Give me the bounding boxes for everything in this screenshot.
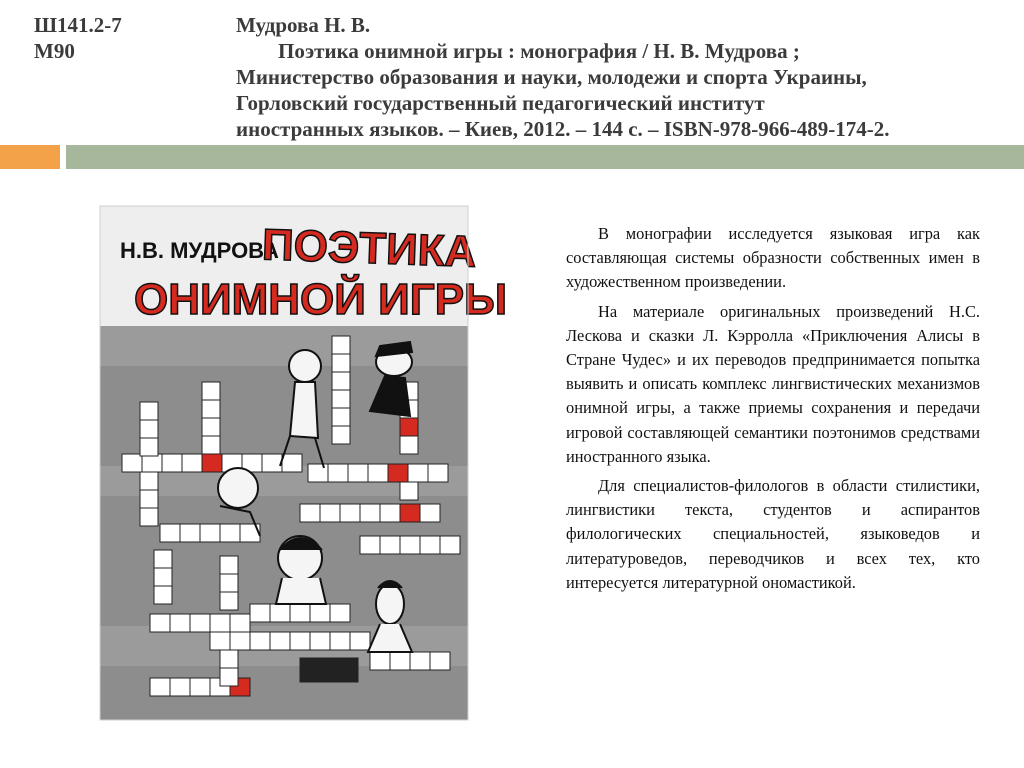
author-name: Мудрова Н. В. <box>236 13 371 37</box>
call-number-block <box>34 12 122 64</box>
cover-title-line1: ПОЭТИКА <box>261 220 478 277</box>
divider-accent-green <box>66 145 1024 169</box>
book-cover-image <box>100 206 508 720</box>
publisher-line-3: иностранных языков. – Киев, 2012. – 144 с. – ISBN-978-966-489-174-2. <box>236 117 890 141</box>
annotation-paragraph-3: Для специалистов-филологов в области стилистики, лингвистики текста, студентов и аспирантов филологических специальностей, языковедов и литературоведов, переводчиков и всех тех, кто интересуется литературной ономастикой. <box>566 476 980 592</box>
cover-title-line2: ОНИМНОЙ ИГРЫ <box>134 275 508 324</box>
annotation-paragraph-2: На материале оригинальных произведений Н.С. Лескова и сказки Л. Кэрролла «Приключения Алисы в Стране Чудес» и их переводов предпринимается попытка выявить и описать комплекс лингвистических механизмов онимной игры, а также приемы сохранения и передачи игровой составляющей семантики поэтонимов средствами иностранного языка. <box>566 301 980 466</box>
annotation-text <box>566 222 980 600</box>
publisher-line-2: Горловский государственный педагогический институт <box>236 91 765 115</box>
title-line: Поэтика онимной игры : монография / Н. В. Мудрова ; <box>278 39 800 63</box>
bibliographic-record <box>236 12 1006 142</box>
divider-accent-orange <box>0 145 60 169</box>
call-number: Ш141.2-7 <box>34 13 122 37</box>
annotation-paragraph-1: В монографии исследуется языковая игра как составляющая системы образности собственных имен в художественном произведении. <box>566 224 980 292</box>
author-mark: М90 <box>34 39 75 63</box>
cover-author: Н.В. МУДРОВА <box>120 238 279 263</box>
publisher-line-1: Министерство образования и науки, молодежи и спорта Украины, <box>236 65 867 89</box>
